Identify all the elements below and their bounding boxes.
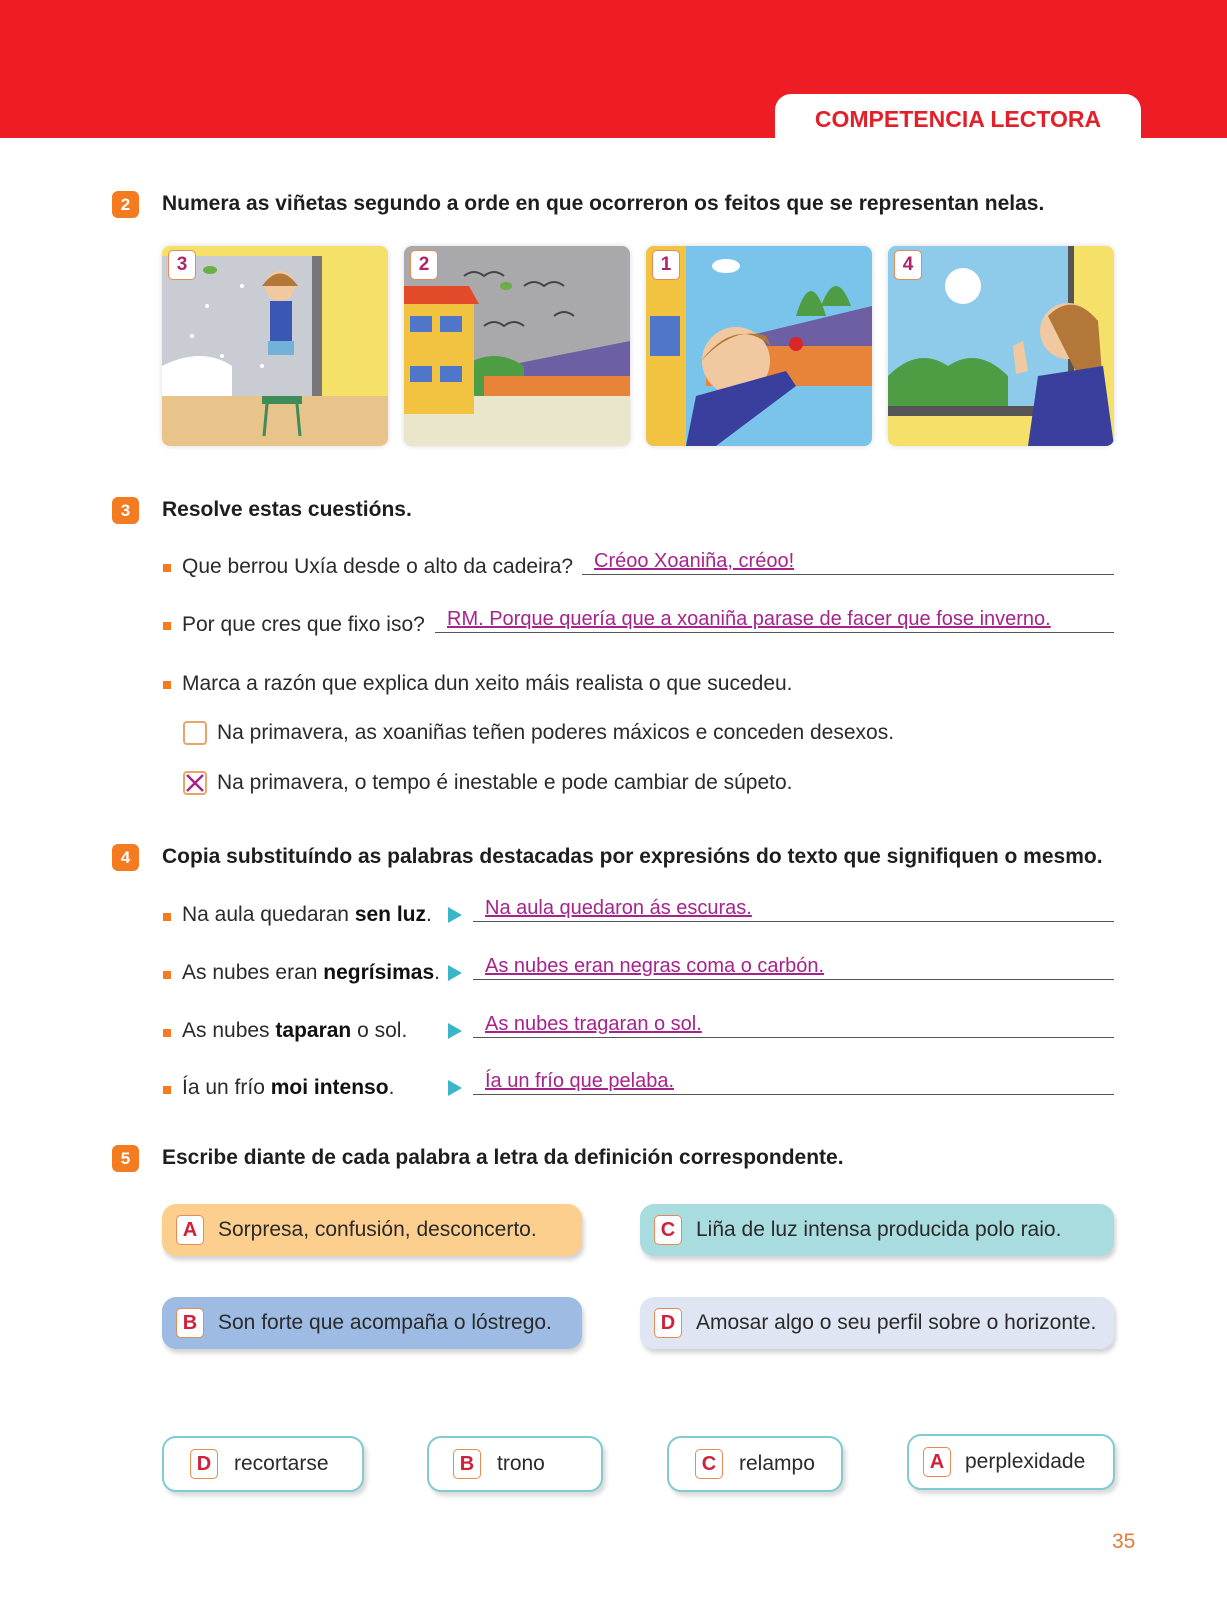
definition-letter: D: [654, 1308, 682, 1338]
checkmark-x-icon: [185, 773, 205, 793]
q4-answer-3: As nubes tragaran o sol.: [485, 1013, 702, 1035]
q4-item-1: Na aula quedaran sen luz.: [182, 903, 432, 926]
arrow-right-icon: [448, 1080, 462, 1096]
word-text: perplexidade: [965, 1450, 1086, 1473]
q4-item-2: As nubes eran negrísimas.: [182, 961, 440, 984]
word-letter-field[interactable]: A: [923, 1447, 951, 1477]
bullet-icon: [163, 681, 171, 689]
section-tab: COMPETENCIA LECTORA: [775, 94, 1141, 144]
word-text: recortarse: [234, 1452, 329, 1475]
panel-number[interactable]: 4: [894, 250, 922, 280]
q3-choice-question: Marca a razón que explica dun xeito máis realista o que sucedeu.: [182, 672, 793, 695]
q4-answer-1: Na aula quedaron ás escuras.: [485, 897, 752, 919]
question-2-prompt: Numera as viñetas segundo a orde en que ocorreron os feitos que se representan nelas.: [162, 192, 1045, 215]
q3-option-2: Na primavera, o tempo é inestable e pode cambiar de súpeto.: [217, 771, 793, 794]
q4-answer-field-4[interactable]: [473, 1066, 1114, 1095]
definition-card-d: [640, 1297, 1114, 1349]
word-letter-field[interactable]: C: [695, 1449, 723, 1479]
question-4-prompt: Copia substituíndo as palabras destacadas por expresións do texto que signifiquen o mesmo.: [162, 845, 1103, 868]
bullet-icon: [163, 622, 171, 630]
word-card-trono: [427, 1436, 603, 1492]
word-text: relampo: [739, 1452, 815, 1475]
bullet-icon: [163, 971, 171, 979]
q3-answer-field-1[interactable]: [582, 546, 1114, 575]
q3-answer-2: RM. Porque quería que a xoaniña parase de facer que fose inverno.: [447, 608, 1051, 630]
bullet-icon: [163, 1086, 171, 1094]
question-5-prompt: Escribe diante de cada palabra a letra da definición correspondente.: [162, 1146, 844, 1169]
word-text: trono: [497, 1452, 545, 1475]
arrow-right-icon: [448, 907, 462, 923]
q4-item-4: Ía un frío moi intenso.: [182, 1076, 395, 1099]
comic-panel-4: [888, 246, 1114, 446]
definition-text: Sorpresa, confusión, desconcerto.: [218, 1218, 537, 1241]
definition-text: Liña de luz intensa producida polo raio.: [696, 1218, 1062, 1241]
bullet-icon: [163, 913, 171, 921]
q3-option-1: Na primavera, as xoaniñas teñen poderes máxicos e conceden desexos.: [217, 721, 895, 744]
q3-answer-field-2[interactable]: [435, 604, 1114, 633]
definition-text: Son forte que acompaña o lóstrego.: [218, 1311, 552, 1334]
word-letter-field[interactable]: B: [453, 1449, 481, 1479]
q4-answer-4: Ía un frío que pelaba.: [485, 1070, 675, 1092]
comic-panel-2: [404, 246, 630, 446]
q4-answer-2: As nubes eran negras coma o carbón.: [485, 955, 825, 977]
panel-number[interactable]: 2: [410, 250, 438, 280]
q3-answer-1: Créoo Xoaniña, créoo!: [594, 550, 795, 572]
question-3-number: 3: [112, 497, 139, 524]
bullet-icon: [163, 564, 171, 572]
comic-panel-1: [162, 246, 388, 446]
definition-card-a: [162, 1204, 582, 1256]
question-5-number: 5: [112, 1145, 139, 1172]
q3-question-1: Que berrou Uxía desde o alto da cadeira?: [182, 555, 574, 578]
arrow-right-icon: [448, 965, 462, 981]
option-checkbox-1[interactable]: [183, 721, 207, 745]
word-letter-field[interactable]: D: [190, 1449, 218, 1479]
comic-panel-3: [646, 246, 872, 446]
definition-letter: B: [176, 1308, 204, 1338]
bullet-icon: [163, 1029, 171, 1037]
q4-answer-field-2[interactable]: [473, 951, 1114, 980]
question-4-number: 4: [112, 844, 139, 871]
arrow-right-icon: [448, 1023, 462, 1039]
definition-card-c: [640, 1204, 1114, 1256]
definition-letter: C: [654, 1215, 682, 1245]
word-card-perplexidade: [907, 1434, 1115, 1490]
question-3-prompt: Resolve estas cuestións.: [162, 498, 412, 521]
definition-card-b: [162, 1297, 582, 1349]
definition-letter: A: [176, 1215, 204, 1245]
panel-number[interactable]: 3: [168, 250, 196, 280]
panel-number[interactable]: 1: [652, 250, 680, 280]
q4-answer-field-3[interactable]: [473, 1009, 1114, 1038]
word-card-recortarse: [162, 1436, 364, 1492]
q4-item-3: As nubes taparan o sol.: [182, 1019, 408, 1042]
question-2-number: 2: [112, 191, 139, 218]
q3-question-2: Por que cres que fixo iso?: [182, 613, 425, 636]
word-card-relampo: [667, 1436, 843, 1492]
option-checkbox-2[interactable]: [183, 771, 207, 795]
q4-answer-field-1[interactable]: [473, 893, 1114, 922]
definition-text: Amosar algo o seu perfil sobre o horizonte.: [696, 1311, 1097, 1334]
page-number: 35: [1112, 1530, 1136, 1553]
